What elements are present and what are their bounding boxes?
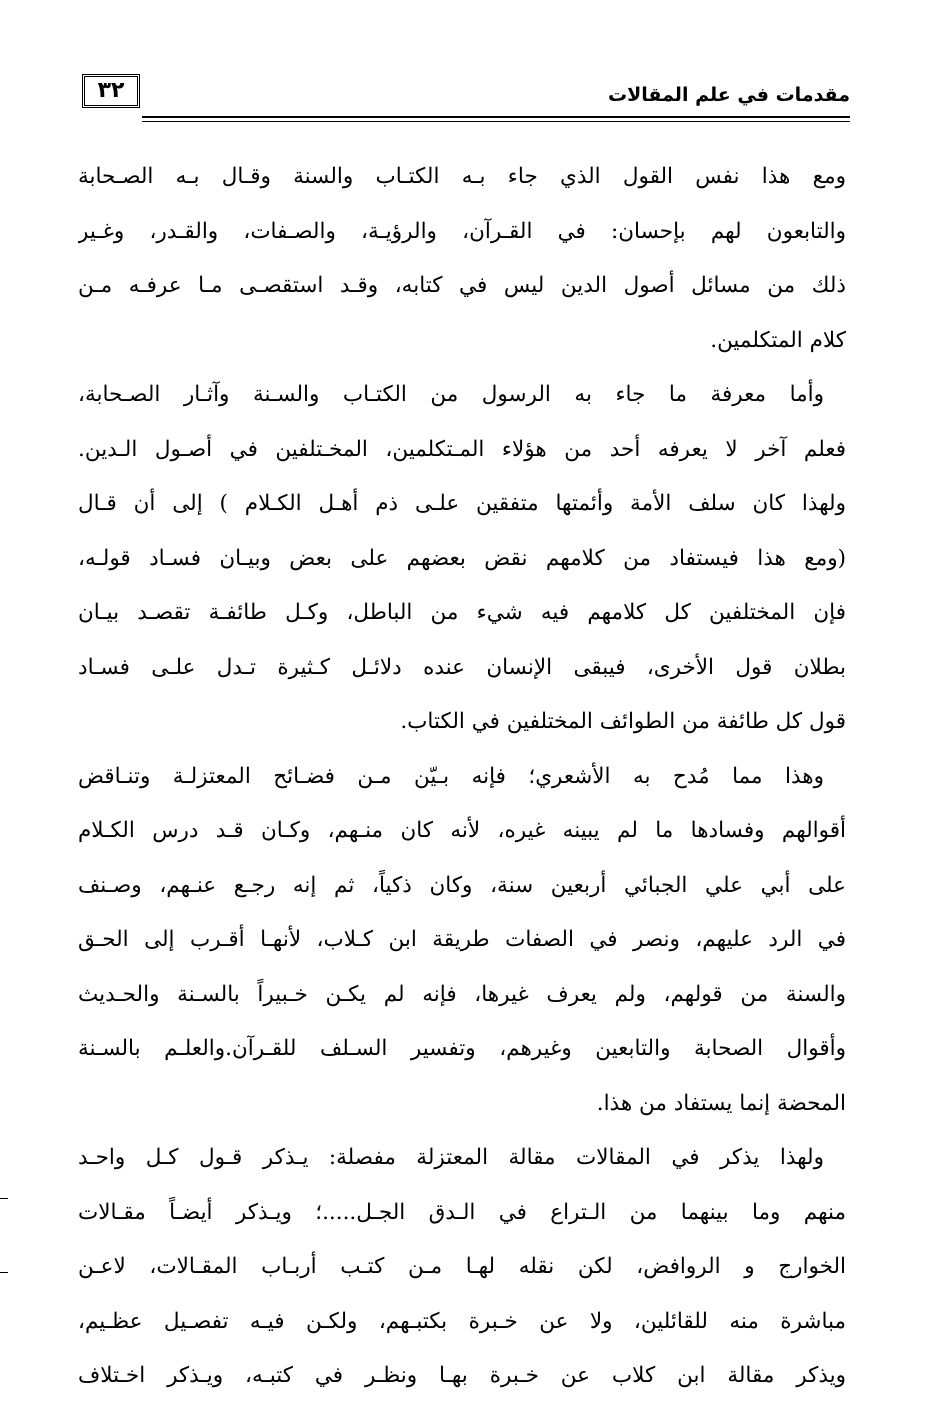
text-line: فإن المختلفين كل كلامهم فيه شيء من الباطل، وكـل طائفـة تقصـد بيـان — [78, 600, 846, 625]
text-line: مباشرة منه للقائلين، ولا عن خـبرة بكتبـهم، ولكـن فيـه تفصـيل عظـيم، — [78, 1308, 846, 1334]
text-line: (ومع هذا فيستفاد من كلامهم نقض بعضهم على بعض وبيـان فسـاد قولـه، — [78, 545, 846, 571]
header-rule-thin — [142, 121, 850, 122]
text-line: المحضة إنما يستفاد من هذا. — [596, 1090, 846, 1116]
text-line: وهذا مما مُدح به الأشعري؛ فإنه بـيّن مـن فضـائح المعتزلـة وتنـاقض — [78, 763, 824, 789]
text-line: ومع هذا نفس القول الذي جاء بـه الكتـاب والسنة وقـال بـه الصـحابة — [78, 164, 846, 189]
text-line: ذلك من مسائل أصول الدين ليس في كتابه، وقـد استقصـى مـا عرفـه مـن — [78, 273, 846, 298]
text-line: وأما معرفة ما جاء به الرسول من الكتـاب والسـنة وآثـار الصـحابة، — [78, 382, 825, 407]
text-line: والتابعون لهم بإحسان: في القـرآن، والرؤيـة، والصـفات، والقـدر، وغـير — [78, 218, 846, 244]
page-header — [74, 68, 850, 128]
text-line: قول كل طائفة من الطوائف المختلفين في الكتاب. — [400, 709, 846, 734]
text-line: منهم وما بينهما من الـتراع في الـدق الجـل.....؛ ويـذكر أيضـاً مقـالات — [78, 1199, 846, 1225]
text-line: فعلم آخر لا يعرفه أحد من هؤلاء المـتكلمين، المخـتلفين في أصـول الـدين. — [78, 436, 846, 462]
scan-margin-mark — [0, 1272, 8, 1273]
text-line: وأقوال الصحابة والتابعين وغيرهم، وتفسير السـلف للقـرآن.والعلـم بالسـنة — [78, 1036, 846, 1061]
text-line: ويذكر مقالة ابن كلاب عن خـبرة بهـا ونظـر في كتبـه، ويـذكر اخـتلاف — [78, 1363, 846, 1388]
text-line: ولهذا يذكر في المقالات مقالة المعتزلة مفصلة: يـذكر قـول كـل واحـد — [78, 1145, 824, 1170]
page-number: ٣٢ — [82, 74, 140, 108]
text-line: كلام المتكلمين. — [710, 327, 846, 353]
text-line: الخوارج و الروافض، لكن نقله لهـا مـن كتـب أربـاب المقـالات، لاعـن — [78, 1254, 846, 1279]
running-title: مقدمات في علم المقالات — [608, 84, 850, 106]
header-rule — [142, 116, 850, 118]
text-line: أقوالهم وفسادها ما لم يبينه غيره، لأنه كان منـهم، وكـان قـد درس الكـلام — [78, 818, 846, 843]
text-line: في الرد عليهم، ونصر في الصفات طريقة ابن كـلاب، لأنهـا أقـرب إلى الحـق — [78, 927, 846, 952]
text-line: والسنة من قولهم، ولم يعرف غيرها، فإنه لم يكـن خـبيراً بالسـنة والحـديث — [78, 981, 846, 1007]
scan-margin-mark — [0, 1198, 8, 1199]
text-line: بطلان قول الأخرى، فيبقى الإنسان عنده دلائـل كـثيرة تـدل علـى فسـاد — [78, 654, 846, 680]
text-line: ولهذا كان سلف الأمة وأئمتها متفقين علـى ذم أهـل الكـلام ) إلى أن قـال — [78, 491, 846, 516]
text-line: على أبي علي الجبائي أربعين سنة، وكان ذكياً، ثم إنه رجـع عنـهم، وصـنف — [78, 872, 846, 898]
body-text — [78, 150, 846, 1404]
